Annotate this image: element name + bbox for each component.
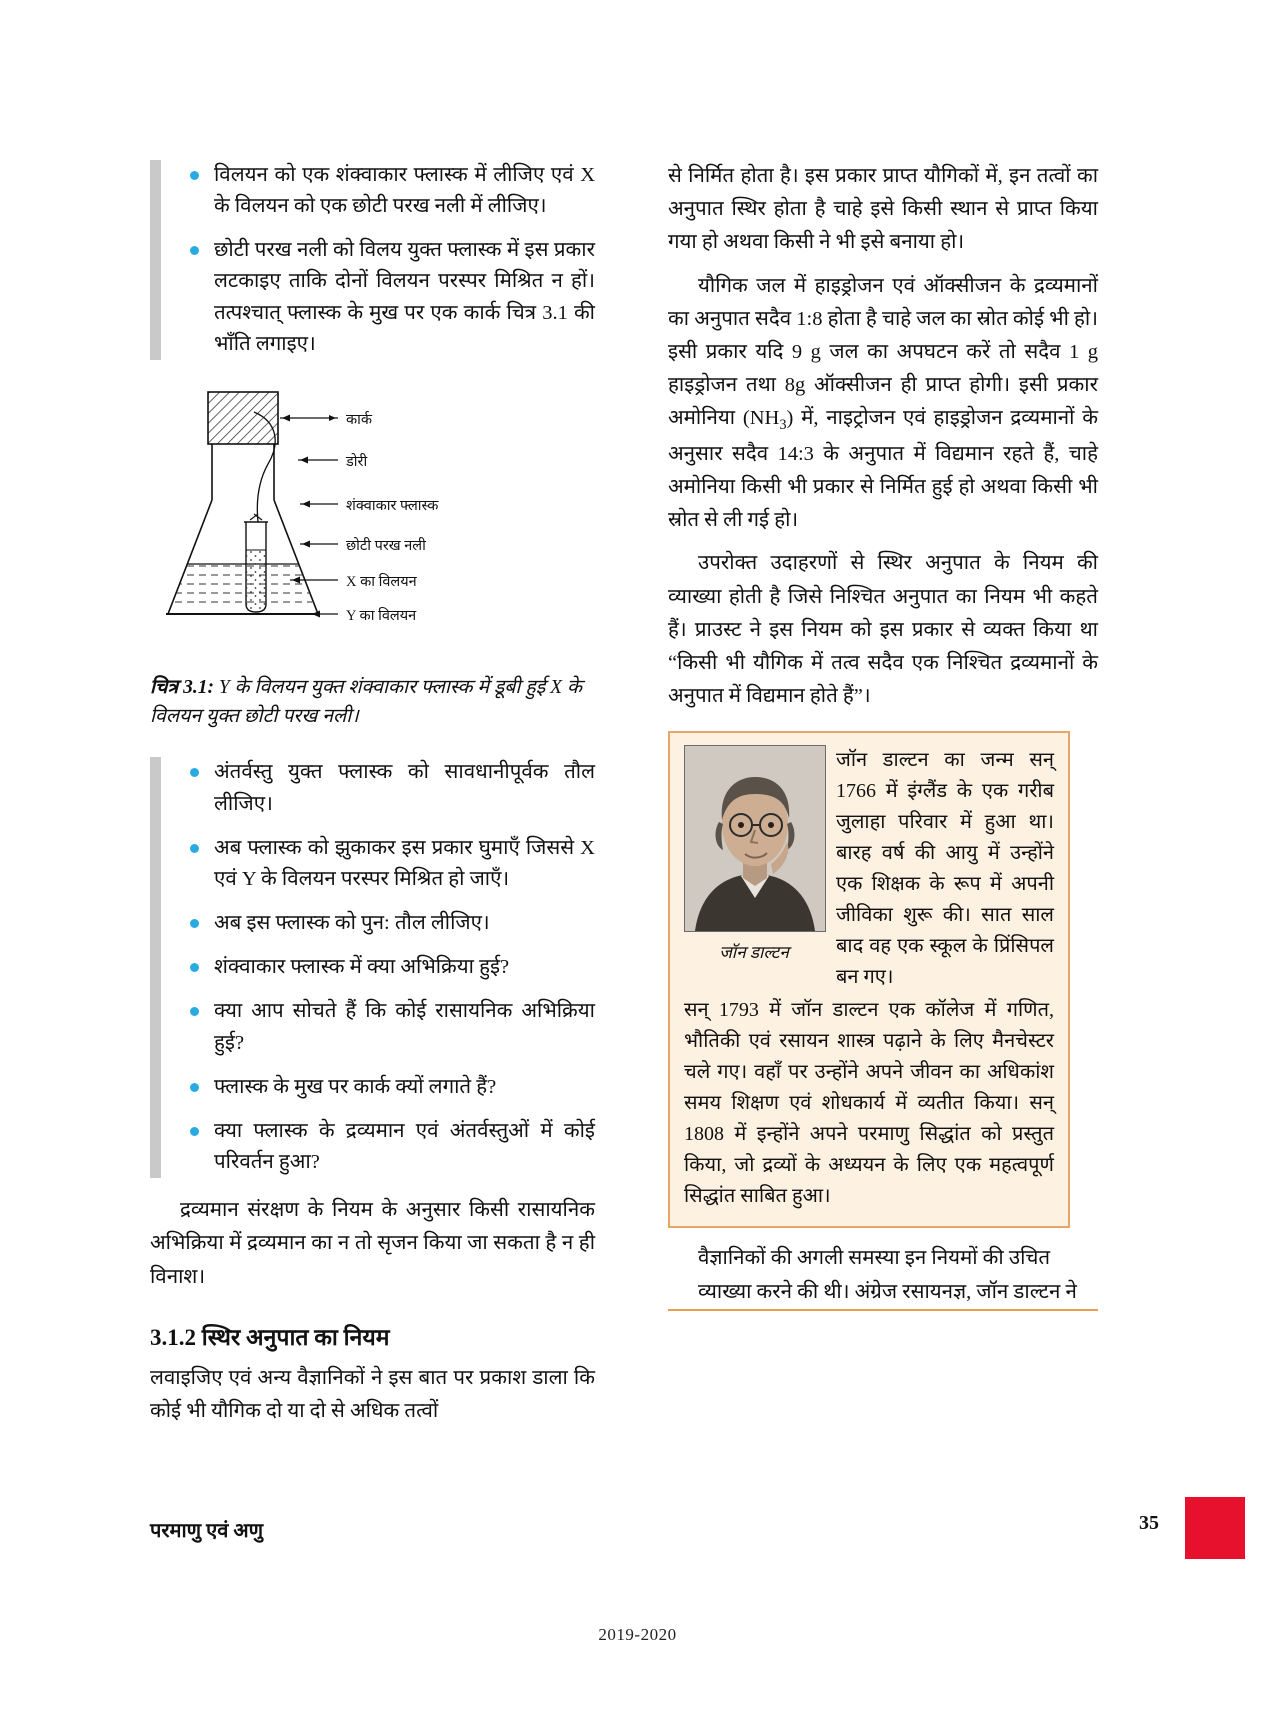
list-item: क्या फ्लास्क के द्रव्यमान एवं अंतर्वस्तुओं में कोई परिवर्तन हुआ? [184, 1116, 595, 1178]
paragraph-proust-statement: उपरोक्त उदाहरणों से स्थिर अनुपात के नियम की व्याख्या होती है जिसे निश्चित अनुपात का नियम भी कहते हैं। प्राउस्ट ने इस नियम को इस प्रकार से व्यक्त किया था “किसी भी यौगिक में तत्व सदैव एक निश्चित द्रव्यमानों के अनुपात में विद्यमान होते हैं”। [668, 552, 1098, 708]
list-item: अब इस फ्लास्क को पुन: तौल लीजिए। [184, 908, 595, 939]
dalton-biography-box [668, 731, 1070, 1228]
paragraph-water-ratio-b: ) में, नाइट्रोजन एवं हाइड्रोजन द्रव्यमानों के अनुसार सदैव 14:3 के अनुपात में विद्यमान रहते हैं, चाहे अमोनिया किसी भी प्रकार से निर्मित हुई हो अथवा किसी भी स्रोत से ली गई हो। [668, 407, 1098, 532]
paragraph-law-of-constant-proportions: लवाइजिए एवं अन्य वैज्ञानिकों ने इस बात पर प्रकाश डाला कि कोई भी यौगिक दो या दो से अधिक तत्वों [150, 1366, 595, 1422]
list-item: क्या आप सोचते हैं कि कोई रासायनिक अभिक्रिया हुई? [184, 996, 595, 1058]
list-item: शंक्वाकार फ्लास्क में क्या अभिक्रिया हुई? [184, 952, 595, 983]
figure-label-x-solution: X का विलयन [346, 573, 417, 590]
dalton-portrait-wrapper [684, 745, 824, 993]
footer-year: 2019-2020 [598, 1625, 677, 1644]
list-item: छोटी परख नली को विलय युक्त फ्लास्क में इस प्रकार लटकाइए ताकि दोनों विलयन परस्पर मिश्रित न हों। तत्पश्चात् फ्लास्क के मुख पर एक कार्क चित्र 3.1 की भाँति लगाइए। [184, 235, 595, 360]
figure-caption-text: Y के विलयन युक्त शंक्वाकार फ्लास्क में डूबी हुई X के विलयन युक्त छोटी परख नली। [150, 676, 582, 728]
figure-caption-number: चित्र 3.1: [150, 676, 214, 698]
figure-caption [150, 673, 595, 732]
section-heading-3-1-2: 3.1.2 स्थिर अनुपात का नियम [150, 1324, 390, 1350]
instruction-list-top [184, 160, 595, 360]
paragraph-final [668, 1242, 1098, 1310]
figure-label-test-tube: छोटी परख नली [346, 537, 426, 554]
page-marker-bar [1185, 1497, 1245, 1559]
paragraph-mass-conservation: द्रव्यमान संरक्षण के नियम के अनुसार किसी रासायनिक अभिक्रिया में द्रव्यमान का न तो सृजन किया जा सकता है न ही विनाश। [150, 1199, 595, 1288]
dalton-text-bottom: सन् 1793 में जॉन डाल्टन एक कॉलेज में गणित, भौतिकी एवं रसायन शास्त्र पढ़ाने के लिए मैनचेस्टर चले गए। वहाँ पर उन्होंने अपने जीवन का अधिकांश समय शिक्षण एवं शोधकार्य में व्यतीत किया। सन् 1808 में इन्होंने अपने परमाणु सिद्धांत को प्रस्तुत किया, जो द्रव्यों के अध्ययन के लिए एक महत्वपूर्ण सिद्धांत साबित हुआ। [684, 999, 1054, 1208]
left-column [150, 160, 595, 1438]
paragraph-continued: से निर्मित होता है। इस प्रकार प्राप्त यौगिकों में, इन तत्वों का अनुपात स्थिर होता है चाहे इसे किसी स्थान से प्राप्त किया गया हो अथवा किसी ने भी इसे बनाया हो। [668, 165, 1098, 254]
list-item: अब फ्लास्क को झुकाकर इस प्रकार घुमाएँ जिससे X एवं Y के विलयन परस्पर मिश्रित हो जाएँ। [184, 833, 595, 895]
figure-3-1 [150, 382, 595, 657]
dalton-box-top [684, 745, 1054, 993]
portrait-illustration [685, 746, 825, 931]
page-number: 35 [1139, 1512, 1159, 1534]
footer-chapter-title: परमाणु एवं अणु [150, 1520, 264, 1542]
instructions-block-bottom [150, 757, 595, 1178]
list-item: फ्लास्क के मुख पर कार्क क्यों लगाते हैं? [184, 1072, 595, 1103]
paragraph-water-ratio-a: यौगिक जल में हाइड्रोजन एवं ऑक्सीजन के द्रव्यमानों का अनुपात सदैव 1:8 होता है चाहे जल का स्रोत कोई भी हो। इसी प्रकार यदि 9 g जल का अपघटन करें तो सदैव 1 g हाइड्रोजन तथा 8g ऑक्सीजन ही प्राप्त होगी। इसी प्रकार अमोनिया (NH [668, 274, 1098, 430]
figure-label-conical-flask: शंक्वाकार फ्लास्क [346, 497, 439, 514]
paragraph-final-line-2: व्याख्या करने की थी। अंग्रेज रसायनज्ञ, जॉन डाल्टन ने [668, 1276, 1098, 1311]
instruction-list-bottom [184, 757, 595, 1178]
paragraph-final-line-1: वैज्ञानिकों की अगली समस्या इन नियमों की उचित [698, 1247, 1051, 1270]
ammonia-subscript: 3 [779, 417, 787, 434]
dalton-text-top: जॉन डाल्टन का जन्म सन् 1766 में इंग्लैंड के एक गरीब जुलाहा परिवार में हुआ था। बारह वर्ष की आयु में उन्होंने एक शिक्षक के रूप में अपनी जीविका शुरू की। सात साल बाद वह एक स्कूल के प्रिंसिपल बन गए। [836, 749, 1054, 989]
figure-label-y-solution: Y का विलयन [346, 607, 417, 624]
list-item: विलयन को एक शंक्वाकार फ्लास्क में लीजिए एवं X के विलयन को एक छोटी परख नली में लीजिए। [184, 160, 595, 222]
dalton-portrait [684, 745, 826, 932]
right-column [668, 160, 1098, 1321]
instructions-block-top [150, 160, 595, 360]
figure-label-cork: कार्क [346, 411, 373, 428]
paragraph-water-ratio [668, 270, 1098, 538]
dalton-portrait-caption: जॉन डाल्टन [719, 943, 789, 963]
list-item: अंतर्वस्तु युक्त फ्लास्क को सावधानीपूर्वक तौल लीजिए। [184, 757, 595, 819]
figure-label-string: डोरी [346, 453, 368, 470]
